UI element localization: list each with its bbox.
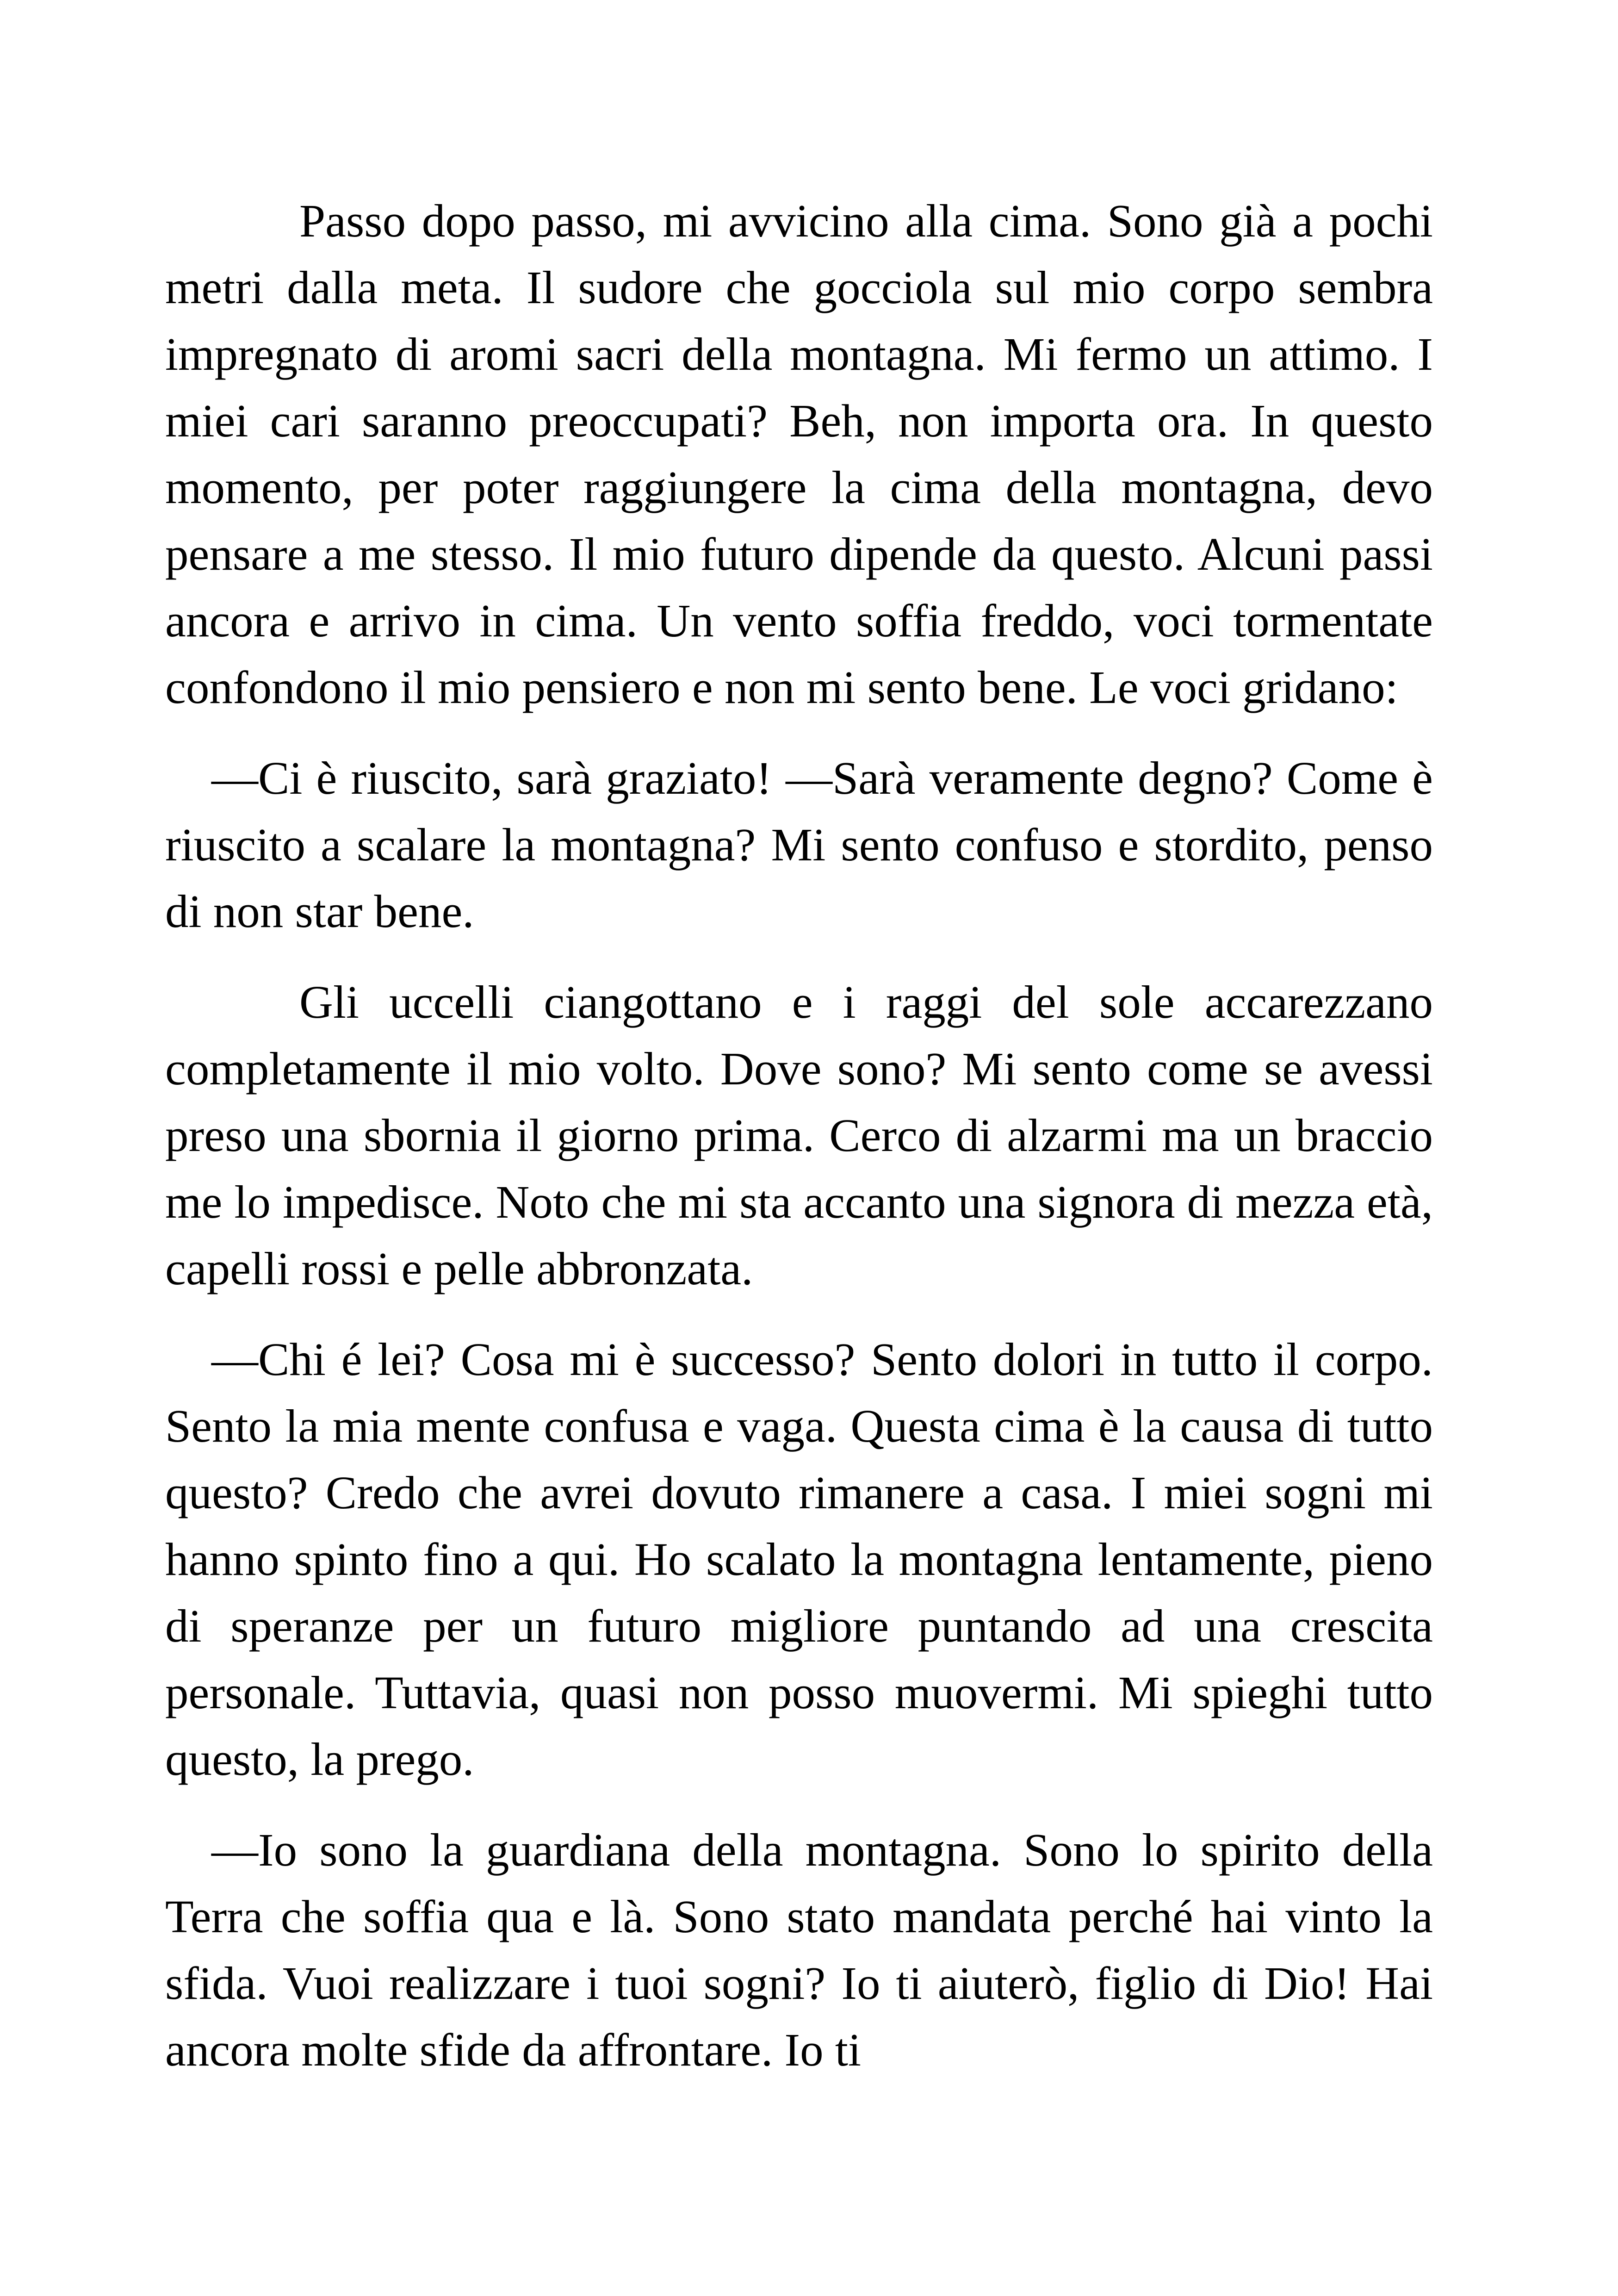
paragraph-guardian: —Io sono la guardiana della montagna. Sono lo spirito della Terra che soffia qua e là. Sono stato mandata perché hai vinto la sfida. Vuoi realizzare i tuoi sogni? Io ti aiuterò, figlio di Dio! Hai ancora molte sfide da affrontare. Io ti bbox=[165, 1824, 1433, 2076]
body-text bbox=[165, 187, 1433, 2083]
paragraph-awakening: Gli uccelli ciangottano e i raggi del sole accarezzano completamente il mio volto. Dove sono? Mi sento come se avessi preso una sbornia il giorno prima. Cerco di alzarmi ma un braccio me lo impedisce. Noto che mi sta accanto una signora di mezza età, capelli rossi e pelle abbronzata. bbox=[165, 976, 1433, 1294]
paragraph-voices: —Ci è riuscito, sarà graziato! —Sarà veramente degno? Come è riuscito a scalare la montagna? Mi sento confuso e stordito, penso di non star bene. bbox=[165, 752, 1433, 937]
paragraph-questions: —Chi é lei? Cosa mi è successo? Sento dolori in tutto il corpo. Sento la mia mente confusa e vaga. Questa cima è la causa di tutto questo? Credo che avrei dovuto rimanere a casa. I miei sogni mi hanno spinto fino a qui. Ho scalato la montagna lentamente, pieno di speranze per un futuro migliore puntando ad una crescita personale. Tuttavia, quasi non posso muovermi. Mi spieghi tutto questo, la prego. bbox=[165, 1333, 1433, 1785]
paragraph-climb: Passo dopo passo, mi avvicino alla cima. Sono già a pochi metri dalla meta. Il sudore che gocciola sul mio corpo sembra impregnato di aromi sacri della montagna. Mi fermo un attimo. I miei cari saranno preoccupati? Beh, non importa ora. In questo momento, per poter raggiungere la cima della montagna, devo pensare a me stesso. Il mio futuro dipende da questo. Alcuni passi ancora e arrivo in cima. Un vento soffia freddo, voci tormentate confondono il mio pensiero e non mi sento bene. Le voci gridano: bbox=[165, 195, 1433, 713]
